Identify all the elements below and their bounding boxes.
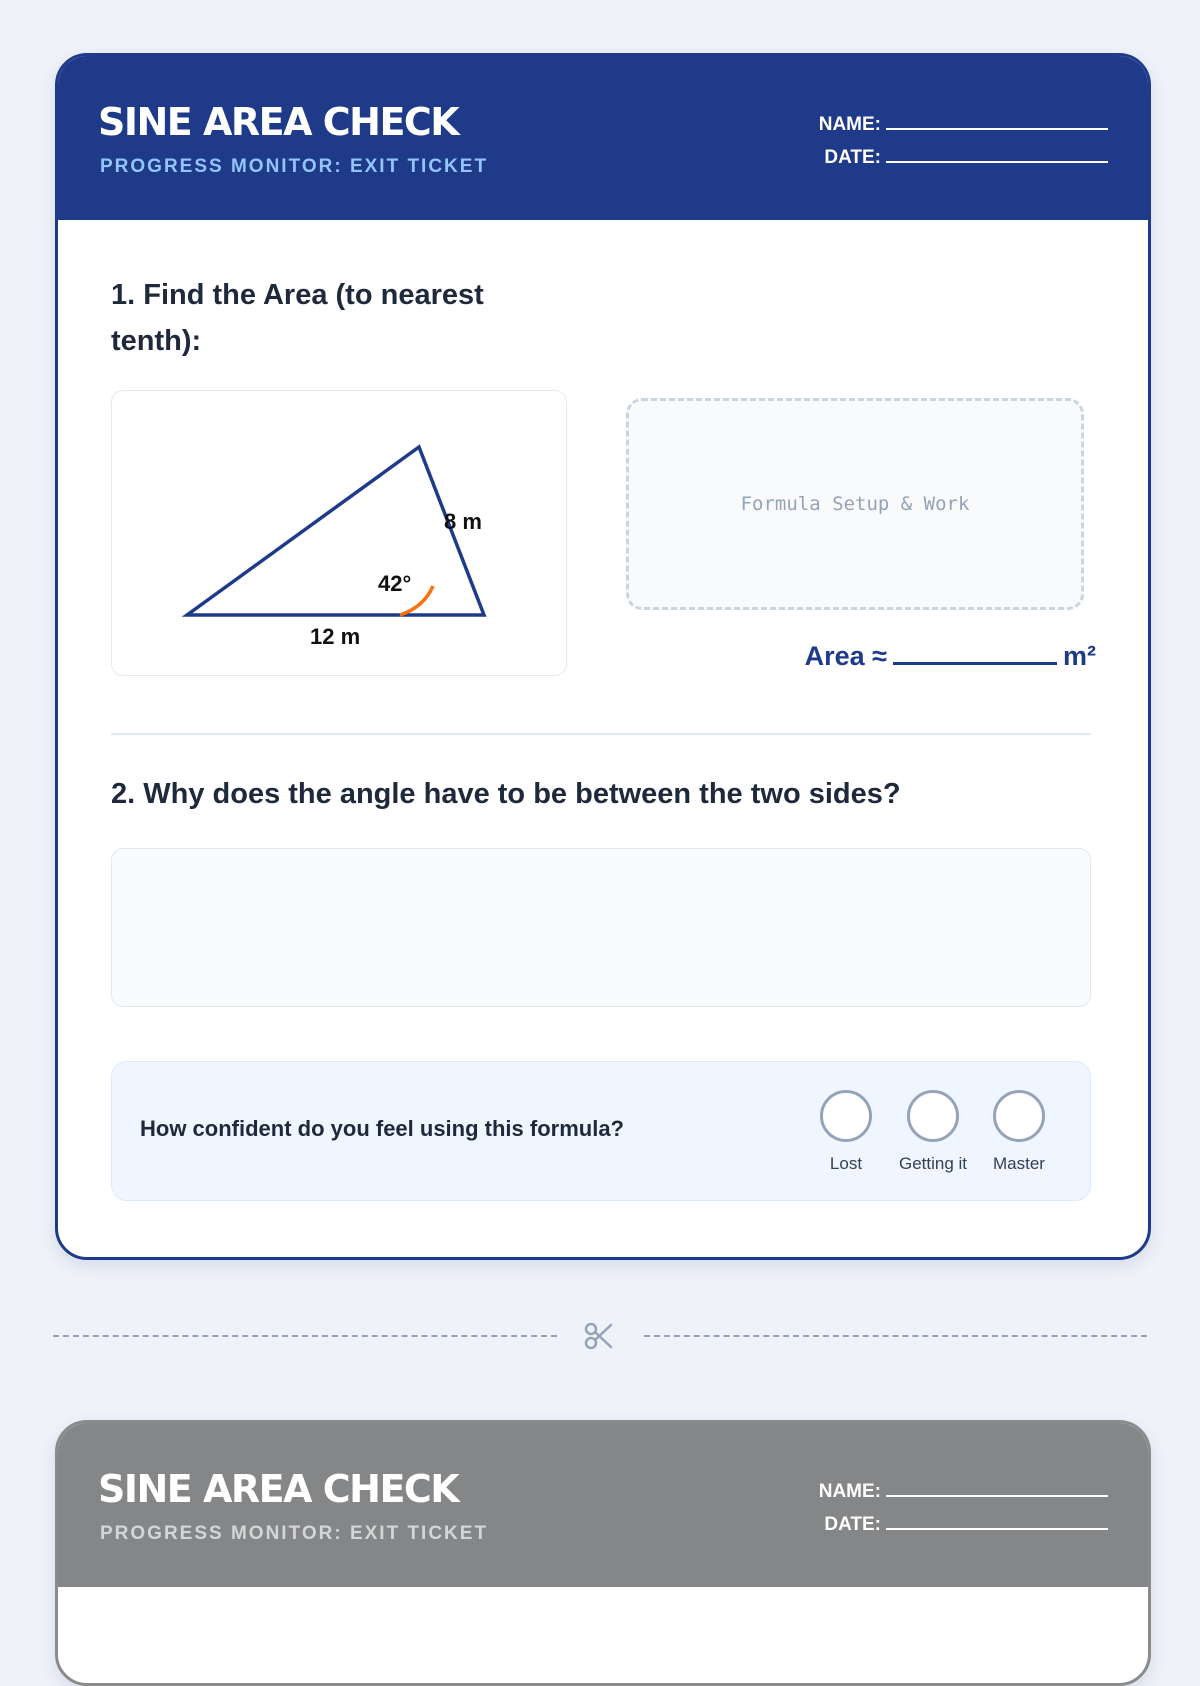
triangle-shape — [187, 447, 484, 615]
area-answer-line[interactable] — [893, 644, 1057, 665]
work-placeholder: Formula Setup & Work — [740, 493, 970, 515]
area-unit: m² — [1063, 641, 1096, 671]
name-field-2[interactable] — [819, 1479, 1108, 1503]
confidence-option-label: Lost — [829, 1154, 863, 1173]
date-label-2: DATE: — [824, 1514, 881, 1535]
question-2-answer-box[interactable] — [111, 848, 1091, 1007]
confidence-panel — [111, 1061, 1091, 1201]
question-2-prompt: 2. Why does the angle have to be between the two sides? — [111, 778, 901, 810]
angle-label: 42° — [378, 571, 412, 596]
ticket-title-2: SINE AREA CHECK — [98, 1467, 459, 1511]
exit-ticket-card — [55, 53, 1151, 1260]
name-label: NAME: — [818, 114, 881, 135]
confidence-option-master[interactable] — [979, 1090, 1059, 1174]
ticket-title: SINE AREA CHECK — [98, 100, 459, 144]
name-line[interactable] — [886, 112, 1108, 130]
date-line[interactable] — [886, 145, 1108, 163]
ticket-subtitle-2: PROGRESS MONITOR: EXIT TICKET — [100, 1523, 489, 1544]
work-area[interactable] — [626, 398, 1084, 610]
confidence-circle[interactable] — [907, 1090, 959, 1142]
name-label-2: NAME: — [818, 1481, 881, 1502]
section-divider — [111, 733, 1091, 735]
ticket-header-2 — [58, 1423, 1148, 1587]
cut-dash-right — [644, 1335, 1147, 1337]
date-line-2[interactable] — [886, 1512, 1108, 1530]
area-answer — [805, 641, 1096, 672]
confidence-option-lost[interactable] — [806, 1090, 886, 1174]
name-field[interactable] — [819, 112, 1108, 136]
date-label: DATE: — [824, 147, 881, 168]
confidence-option-label: Getting it — [898, 1154, 968, 1173]
cut-dash-left — [53, 1335, 557, 1337]
date-field[interactable] — [824, 145, 1108, 169]
area-label: Area ≈ — [804, 641, 887, 671]
confidence-option-getting-it[interactable] — [893, 1090, 973, 1174]
ticket-header — [58, 56, 1148, 220]
confidence-option-label: Master — [993, 1154, 1045, 1173]
question-1-prompt: 1. Find the Area (to nearest tenth): — [111, 279, 484, 357]
confidence-circle[interactable] — [993, 1090, 1045, 1142]
side-a-label: 12 m — [310, 624, 361, 649]
confidence-question: How confident do you feel using this formula? — [140, 1116, 624, 1141]
cut-line — [53, 1321, 1147, 1351]
confidence-circle[interactable] — [820, 1090, 872, 1142]
scissors-icon — [583, 1321, 615, 1356]
ticket-subtitle: PROGRESS MONITOR: EXIT TICKET — [100, 156, 489, 177]
side-b-label: 8 m — [444, 509, 482, 534]
name-line-2[interactable] — [886, 1479, 1108, 1497]
triangle-diagram — [111, 390, 567, 676]
exit-ticket-card-2 — [55, 1420, 1151, 1686]
date-field-2[interactable] — [824, 1512, 1108, 1536]
